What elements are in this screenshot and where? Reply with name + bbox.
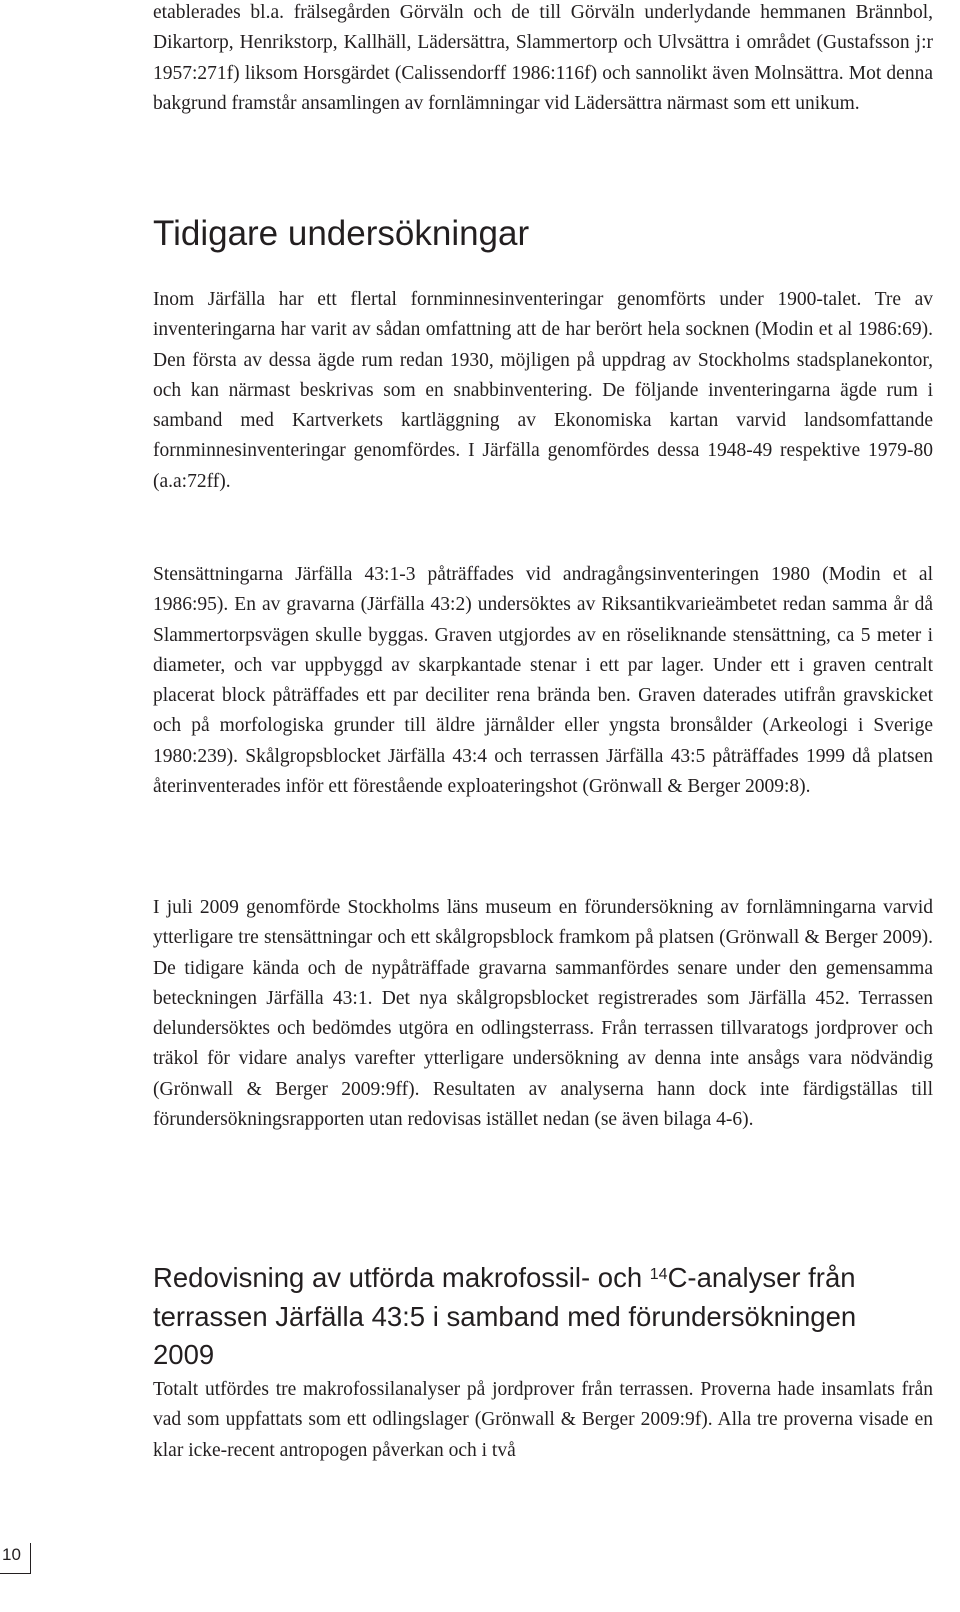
section1-paragraph-2: Stensättningarna Järfälla 43:1-3 påträffades vid andragångsinventeringen 1980 (Modin et al 1986:95). En av gravarna (Järfälla 43:2) undersöktes av Riksantikvarieämbetet redan samma år då Slammertorpsvägen skulle byggas. Graven utgjordes av en röseliknande stensättning, ca 5 meter i diameter, och var uppbyggd av skarpkantade stenar i ett par lager. Under ett i graven centralt placerat block påträffades ett par deciliter rena brända ben. Graven daterades utifrån gravskicket och på morfologiska grunder till äldre järnålder eller yngsta bronsålder (Arkeologi i Sverige 1980:239). Skålgropsblocket Järfälla 43:4 och terrassen Järfälla 43:5 påträffades 1999 då platsen återinventerades inför ett förestående exploateringshot (Grönwall & Berger 2009:8). (153, 564, 933, 798)
heading-text-part2: C-analyser från terrassen Järfälla 43:5 i samband med förundersökningen (153, 1262, 857, 1332)
heading-superscript: 14 (649, 1266, 668, 1283)
section-heading-redovisning (153, 1258, 933, 1336)
page-number-box (0, 1543, 31, 1574)
section-heading-tidigare: Tidigare undersökningar (153, 214, 530, 253)
section-heading-year: 2009 (153, 1339, 215, 1370)
page-number: 10 (2, 1545, 21, 1564)
heading-text-part1: Redovisning av utförda makrofossil- och (153, 1262, 650, 1293)
intro-paragraph: etablerades bl.a. frälsegården Görväln och de till Görväln underlydande hemmanen Brännbol, Dikartorp, Henrikstorp, Kallhäll, Lädersättra, Slammertorp och Ulvsättra i området (Gustafsson j:r 1957:271f) liksom Horsgärdet (Calissendorff 1986:116f) och sannolikt även Molnsättra. Mot denna bakgrund framstår ansamlingen av fornlämningar vid Lädersättra närmast som ett unikum. (153, 2, 933, 114)
section1-paragraph-3: I juli 2009 genomförde Stockholms läns museum en förundersökning av fornlämningarna varvid ytterligare tre stensättningar och ett skålgropsblock framkom på platsen (Grönwall & Berger 2009). De tidigare kända och de nypåträffade gravarna sammanfördes senare under den gemensamma beteckningen Järfälla 43:1. Det nya skålgropsblocket registrerades som Järfälla 452. Terrassen delundersöktes och bedömdes utgöra en odlingsterrass. Från terrassen tillvaratogs jordprover och träkol för vidare analys varefter ytterligare undersökning av denna inte ansågs vara nödvändig (Grönwall & Berger 2009:9ff). Resultaten av analyserna hann dock inte färdigställas till förundersökningsrapporten utan redovisas istället nedan (se även bilaga 4-6). (153, 897, 933, 1131)
section1-paragraph-1: Inom Järfälla har ett flertal fornminnesinventeringar genomförts under 1900-talet. Tre av inventeringarna har varit av sådan omfattning att de har berört hela socknen (Modin et al 1986:69). Den första av dessa ägde rum redan 1930, möjligen på uppdrag av Stockholms stadsplanekontor, och kan närmast beskrivas som en snabbinventering. De följande inventeringarna ägde rum i samband med Kartverkets kartläggning av Ekonomiska kartan varvid landsomfattande fornminnesinventeringar genomfördes. I Järfälla genomfördes dessa 1948-49 respektive 1979-80 (a.a:72ff). (153, 289, 933, 492)
section2-paragraph: Totalt utfördes tre makrofossilanalyser på jordprover från terrassen. Proverna hade insamlats från vad som uppfattats som ett odlingslager (Grönwall & Berger 2009:9f). Alla tre proverna visade en klar icke-recent antropogen påverkan och i två (153, 1379, 933, 1461)
